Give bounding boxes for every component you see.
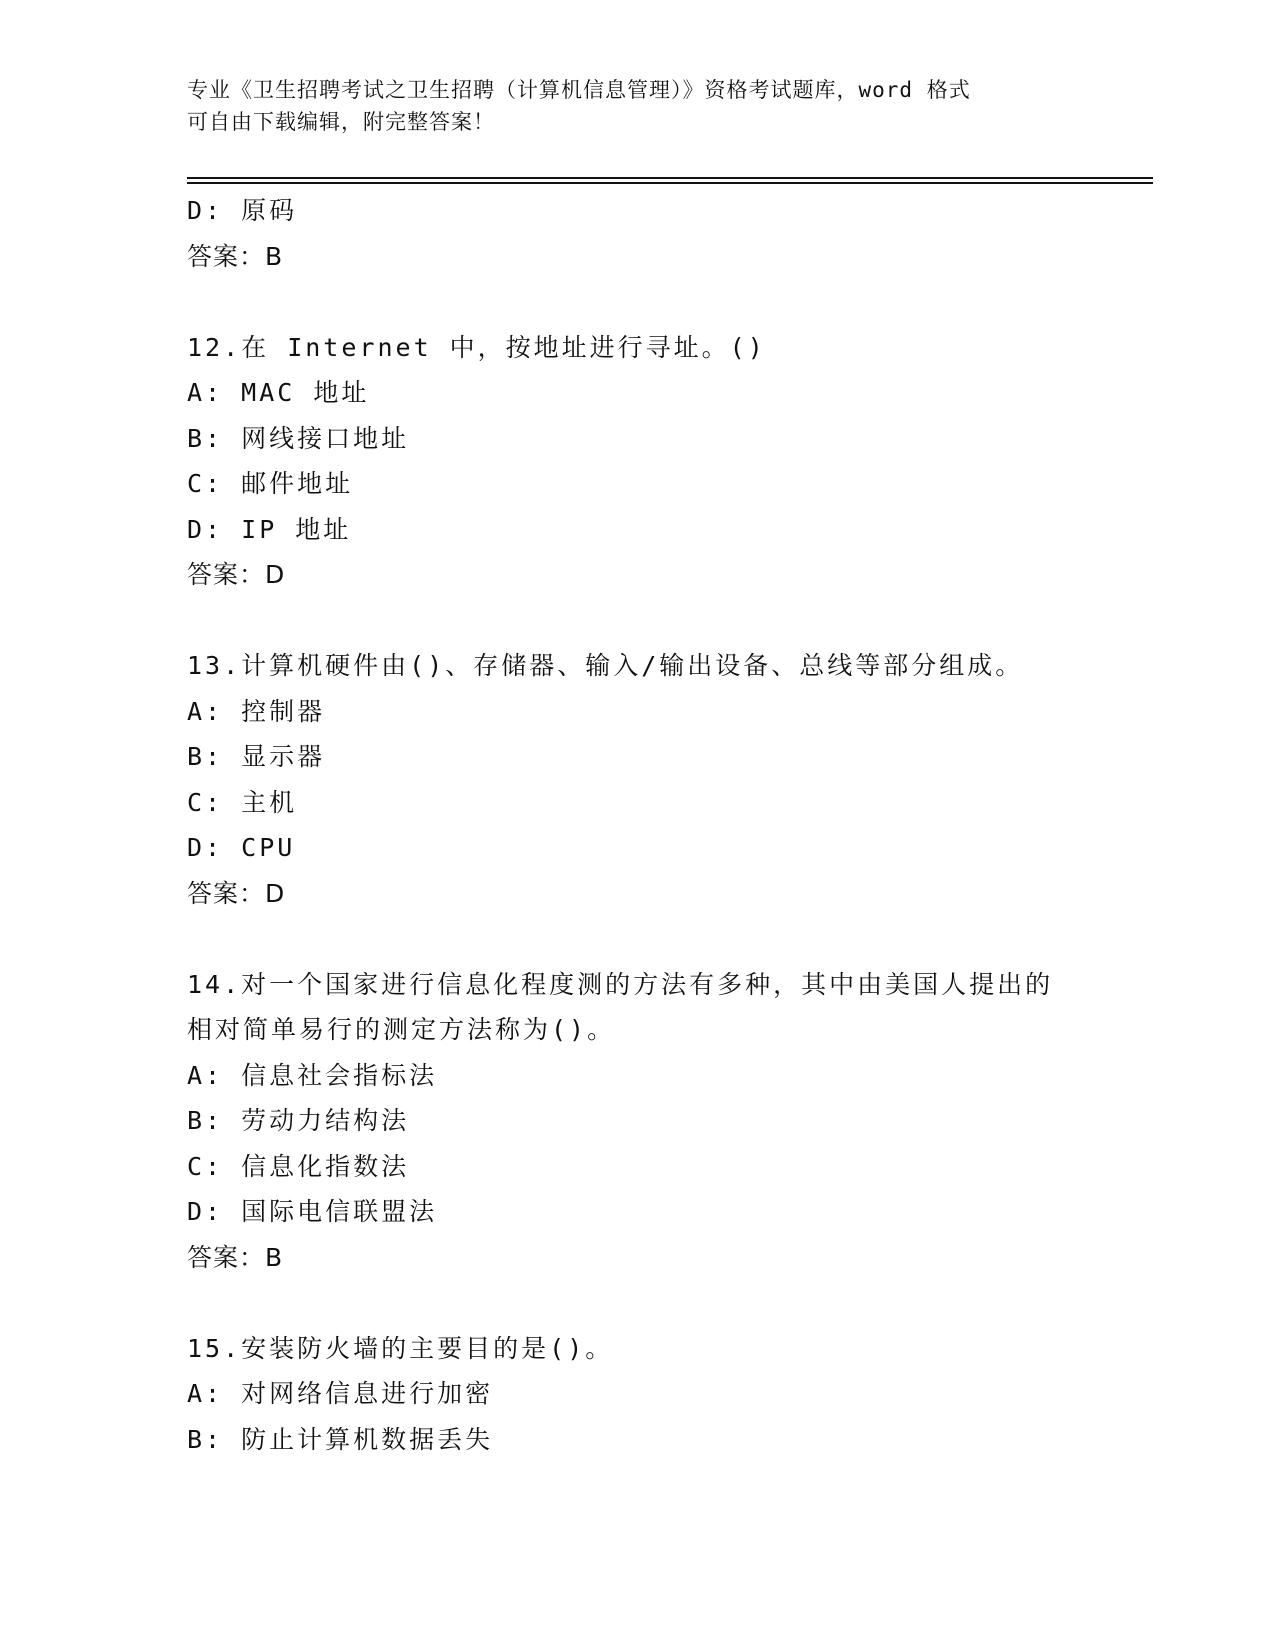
header-line-2: 可自由下载编辑，附完整答案！ bbox=[187, 110, 495, 134]
option-d: D: 国际电信联盟法 bbox=[187, 1197, 438, 1226]
question-14 bbox=[187, 962, 1087, 1281]
question-text-line-1: 14.对一个国家进行信息化程度测的方法有多种，其中由美国人提出的 bbox=[187, 969, 1054, 999]
option-d: D: CPU bbox=[187, 833, 296, 862]
option-c: C: 信息化指数法 bbox=[187, 1151, 410, 1181]
question-text: 15.安装防火墙的主要目的是()。 bbox=[187, 1333, 614, 1363]
option-a: A: 信息社会指标法 bbox=[187, 1060, 438, 1090]
option-b: B: 防止计算机数据丢失 bbox=[187, 1424, 494, 1454]
answer-line: 答案：D bbox=[187, 878, 286, 908]
previous-question-tail bbox=[187, 188, 1087, 279]
question-15 bbox=[187, 1326, 1087, 1463]
question-text-line-2: 相对简单易行的测定方法称为()。 bbox=[187, 1015, 616, 1044]
question-13 bbox=[187, 643, 1087, 916]
option-b: B: 劳动力结构法 bbox=[187, 1106, 410, 1135]
answer-line: 答案：B bbox=[187, 1242, 284, 1272]
option-a: A: 对网络信息进行加密 bbox=[187, 1379, 494, 1408]
document-body bbox=[187, 188, 1087, 1462]
option-d: D: 原码 bbox=[187, 196, 298, 225]
answer-line: 答案：B bbox=[187, 241, 284, 271]
header-divider-bottom bbox=[187, 182, 1153, 184]
question-text: 12.在 Internet 中，按地址进行寻址。() bbox=[187, 332, 766, 362]
document-header bbox=[187, 74, 1087, 138]
question-12 bbox=[187, 325, 1087, 598]
option-a: A: 控制器 bbox=[187, 696, 326, 726]
option-c: C: 主机 bbox=[187, 787, 298, 817]
option-b: B: 网线接口地址 bbox=[187, 423, 410, 453]
option-b: B: 显示器 bbox=[187, 742, 326, 771]
option-d: D: IP 地址 bbox=[187, 514, 352, 544]
option-c: C: 邮件地址 bbox=[187, 469, 354, 498]
question-text: 13.计算机硬件由()、存储器、输入/输出设备、总线等部分组成。 bbox=[187, 651, 1024, 680]
header-line-1: 专业《卫生招聘考试之卫生招聘（计算机信息管理）》资格考试题库，word 格式 bbox=[187, 78, 971, 102]
answer-line: 答案：D bbox=[187, 560, 286, 589]
header-divider-top bbox=[187, 177, 1153, 179]
option-a: A: MAC 地址 bbox=[187, 378, 370, 407]
